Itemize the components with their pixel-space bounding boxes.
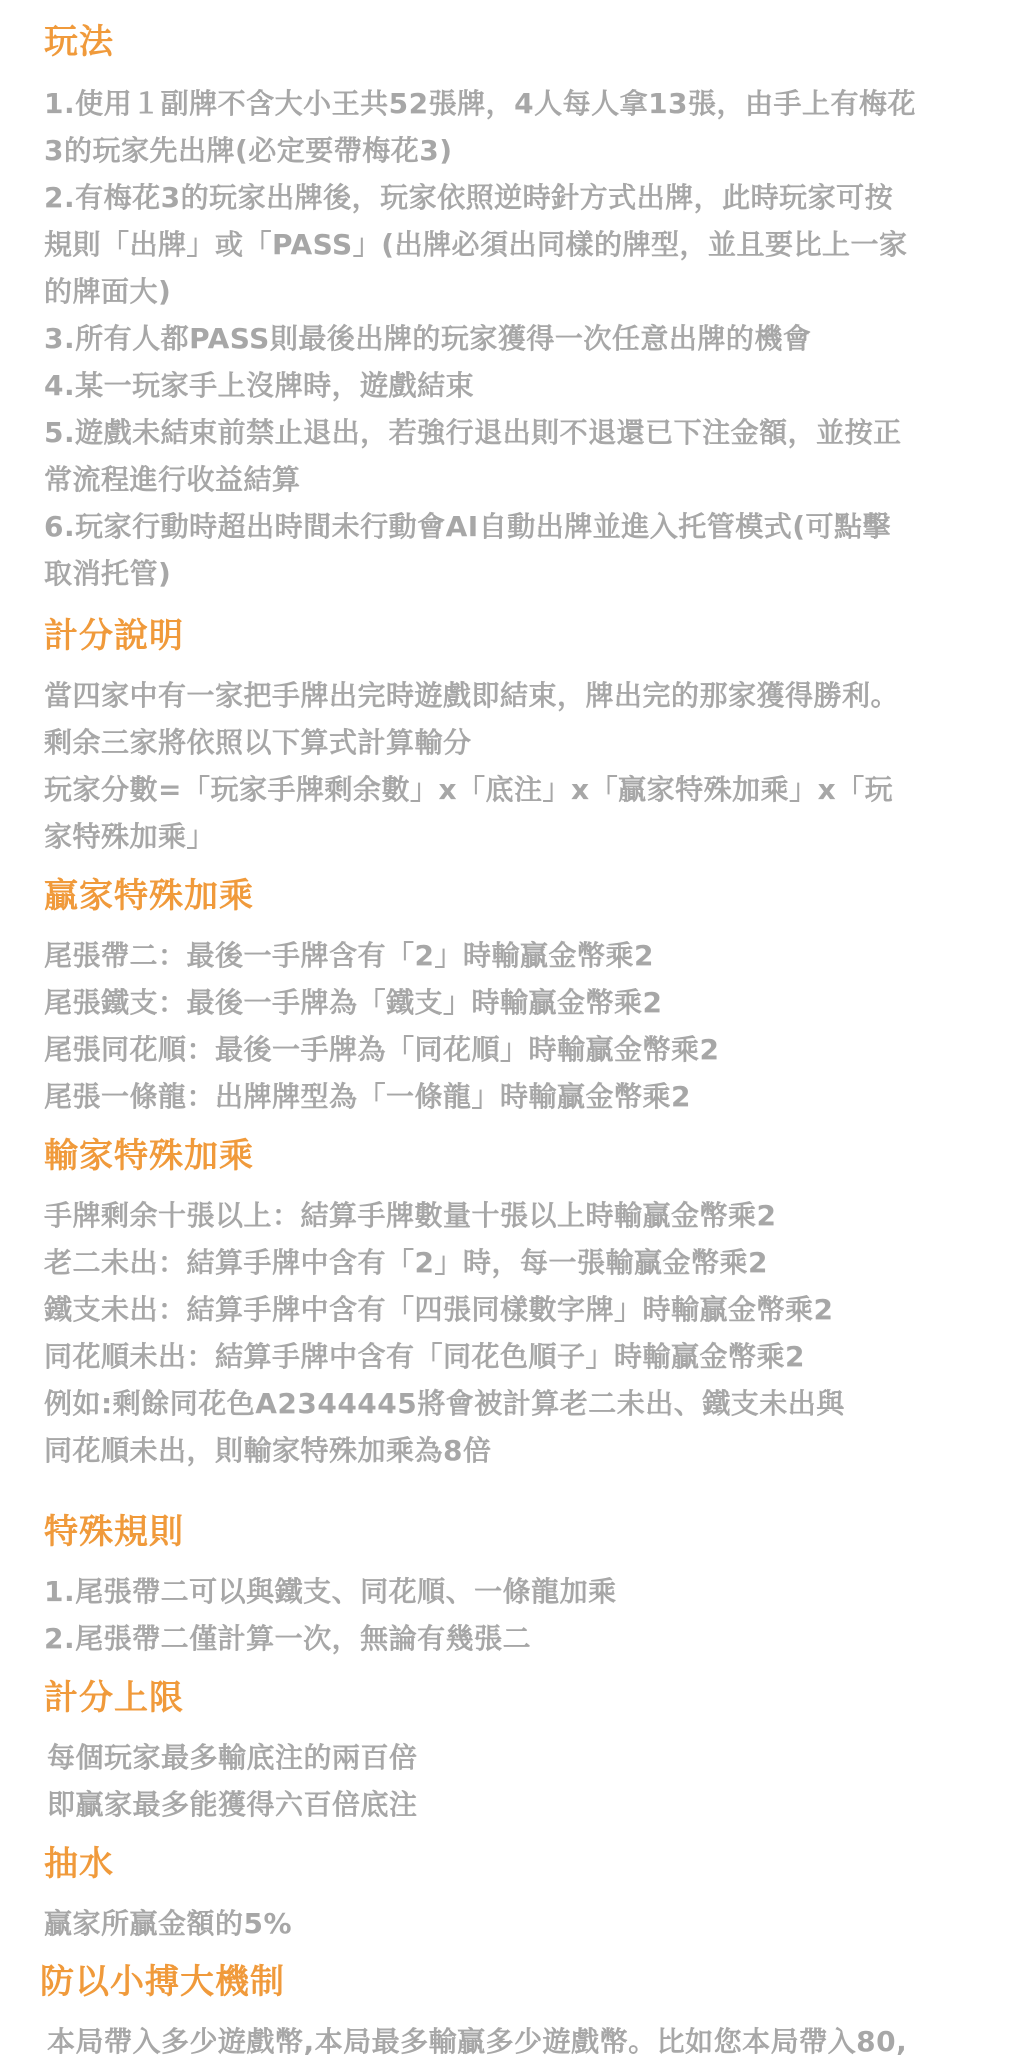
rule-line: 6.玩家行動時超出時間未行動會AI自動出牌並進入托管模式(可點擊 <box>44 510 892 543</box>
rule-line: 玩家分數=「玩家手牌剩余數」x「底注」x「贏家特殊加乘」x「玩 <box>44 773 894 806</box>
rule-line: 規則「出牌」或「PASS」(出牌必須出同樣的牌型，並且要比上一家 <box>44 228 908 261</box>
rule-line: 贏家所贏金額的5% <box>44 1907 293 1940</box>
rule-line: 鐵支未出：結算手牌中含有「四張同樣數字牌」時輸贏金幣乘2 <box>44 1293 834 1326</box>
rule-line: 尾張帶二：最後一手牌含有「2」時輸贏金幣乘2 <box>44 939 654 972</box>
rule-line: 3的玩家先出牌(必定要帶梅花3) <box>44 134 453 167</box>
rule-line: 每個玩家最多輸底注的兩百倍 <box>47 1741 418 1774</box>
rule-line: 尾張一條龍：出牌牌型為「一條龍」時輸贏金幣乘2 <box>44 1080 691 1113</box>
rule-line: 2.有梅花3的玩家出牌後，玩家依照逆時針方式出牌，此時玩家可按 <box>44 181 894 214</box>
section-title: 抽水 <box>44 1844 114 1884</box>
rule-line: 尾張同花順：最後一手牌為「同花順」時輸贏金幣乘2 <box>44 1033 720 1066</box>
rule-line: 同花順未出：結算手牌中含有「同花色順子」時輸贏金幣乘2 <box>44 1340 805 1373</box>
section-title: 計分上限 <box>44 1678 184 1718</box>
rule-line: 常流程進行收益結算 <box>44 463 301 496</box>
rule-line: 即贏家最多能獲得六百倍底注 <box>47 1788 418 1821</box>
rule-line: 1.尾張帶二可以與鐵支、同花順、一條龍加乘 <box>44 1575 617 1608</box>
rule-line: 當四家中有一家把手牌出完時遊戲即結束，牌出完的那家獲得勝利。 <box>44 679 900 712</box>
rule-line: 剩余三家將依照以下算式計算輸分 <box>44 726 472 759</box>
rule-line: 取消托管) <box>44 557 172 590</box>
section-title: 玩法 <box>44 22 114 62</box>
rule-line: 4.某一玩家手上沒牌時，遊戲結束 <box>44 369 475 402</box>
section-title: 特殊規則 <box>44 1512 184 1552</box>
section-title: 防以小搏大機制 <box>40 1962 285 2002</box>
rule-line: 尾張鐵支：最後一手牌為「鐵支」時輸贏金幣乘2 <box>44 986 663 1019</box>
rule-line: 本局帶入多少遊戲幣,本局最多輸贏多少遊戲幣。比如您本局帶入80, <box>47 2025 908 2058</box>
rule-line: 手牌剩余十張以上：結算手牌數量十張以上時輸贏金幣乘2 <box>44 1199 777 1232</box>
rule-line: 3.所有人都PASS則最後出牌的玩家獲得一次任意出牌的機會 <box>44 322 812 355</box>
rule-line: 例如:剩餘同花色A2344445將會被計算老二未出、鐵支未出與 <box>44 1387 845 1420</box>
section-title: 計分說明 <box>44 616 184 656</box>
section-title: 贏家特殊加乘 <box>44 876 254 916</box>
rule-line: 的牌面大) <box>44 275 172 308</box>
rule-line: 1.使用１副牌不含大小王共52張牌，4人每人拿13張，由手上有梅花 <box>44 87 917 120</box>
rule-line: 2.尾張帶二僅計算一次，無論有幾張二 <box>44 1622 532 1655</box>
rule-line: 家特殊加乘」 <box>44 820 216 853</box>
rule-line: 老二未出：結算手牌中含有「2」時，每一張輸贏金幣乘2 <box>44 1246 768 1279</box>
section-title: 輸家特殊加乘 <box>44 1136 254 1176</box>
rule-line: 5.遊戲未結束前禁止退出，若強行退出則不退還已下注金額，並按正 <box>44 416 902 449</box>
rule-line: 同花順未出，則輸家特殊加乘為8倍 <box>44 1434 492 1467</box>
